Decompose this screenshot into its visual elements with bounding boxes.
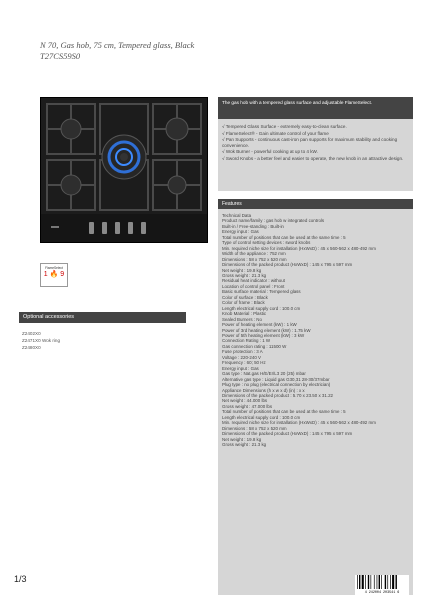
spec-line: Type of control setting devices : sword knobs — [222, 240, 311, 246]
spec-line: Energy input : Gas — [222, 229, 259, 235]
spec-line: Fuse protection : 3 A — [222, 349, 263, 355]
features-heading: Features — [218, 199, 413, 209]
barcode-bar — [392, 575, 394, 589]
flame-select-label: FlameSelect — [45, 266, 63, 270]
accessory-code: Z2480X0 — [22, 345, 41, 350]
spec-line: Min. required niche size for installation (HxWxD) : 45 x 560-562 x 480-492 mm — [222, 245, 376, 251]
accessory-code: Z2402X0 — [22, 331, 41, 336]
barcode — [355, 575, 409, 595]
spec-list — [218, 209, 413, 595]
spec-line: Power of heating element (kW) : 1 kW — [222, 322, 297, 328]
spec-line: Dimensions of the packed product : 5.70 x 23.50 x 31.22 — [222, 392, 334, 398]
barcode-bar — [377, 575, 378, 589]
spec-line: Appliance Dimensions (h x w x d) (in) : x x — [222, 387, 305, 393]
spec-line: Length electrical supply cord : 100.0 cm — [222, 414, 301, 420]
spec-line: Net weight : 19.8 kg — [222, 267, 262, 273]
feature-bullet: √ Wok Burner - powerful cooking at up to 4 kW. — [222, 149, 318, 155]
spec-line: Length electrical supply cord : 100.0 cm — [222, 305, 301, 311]
spec-line: Dimensions : 58 x 752 x 520 mm — [222, 256, 287, 262]
page-number: 1/3 — [14, 574, 27, 584]
spec-line: Total number of positions that can be used at the same time : 5 — [222, 234, 346, 240]
barcode-bar — [396, 575, 397, 589]
accessory-item — [22, 344, 60, 351]
spec-line: Voltage : 220-240 V — [222, 354, 261, 360]
spec-line: Energy input : Gas — [222, 365, 259, 371]
barcode-bar — [381, 575, 382, 589]
spec-line: Gross weight : 21.3 kg — [222, 442, 267, 448]
spec-line: Location of control panel : Front — [222, 283, 285, 289]
barcode-bar — [362, 575, 364, 589]
flame-select-badge — [40, 263, 68, 287]
spec-line: Power of 3rd heating element (kW) : 1.75 kW — [222, 327, 311, 333]
accessory-code: Z2471X0 — [22, 338, 41, 343]
product-title — [40, 40, 260, 62]
spec-line: Width of the appliance : 752 mm — [222, 251, 286, 257]
summary-features — [218, 119, 413, 191]
barcode-bar — [368, 575, 369, 589]
spec-line: Color of surface : Black — [222, 294, 268, 300]
accessories-heading: Optional accessories — [19, 312, 186, 323]
spec-line: Dimensions of the packed product (HxWxD) : 145 x 795 x 597 mm — [222, 431, 353, 437]
spec-line: Dimensions : 58 x 752 x 520 mm — [222, 425, 287, 431]
accessory-item — [22, 330, 60, 337]
spec-line: Min. required niche size for installation (HxWxD) : 45 x 560-562 x 480-492 mm — [222, 420, 376, 426]
spec-line: Knob Material : Plastic — [222, 311, 267, 317]
barcode-number: 4 242004 203541 6 — [364, 591, 400, 595]
spec-line: Technical Data — [222, 213, 252, 218]
spec-line: Product name/family : gas hob w integrated controls — [222, 218, 325, 224]
spec-line: Built-in / Free-standing : Built-in — [222, 223, 284, 229]
flame-select-icon: 1 🔥 9 — [43, 271, 65, 278]
spec-line: Net weight : 44.000 lbs — [222, 398, 268, 404]
spec-line: Gross weight : 47.000 lbs — [222, 403, 273, 409]
spec-line: Residual heat indicator : without — [222, 278, 285, 284]
barcode-bar — [387, 575, 388, 589]
barcode-bar — [374, 575, 375, 589]
feature-bullet: √ FlameSelect® - Gain ultimate control of your flame — [222, 130, 329, 136]
product-title-line: N 70, Gas hob, 75 cm, Tempered glass, Black — [40, 40, 195, 50]
spec-line: Sealed Burners : No — [222, 316, 262, 322]
accessory-item — [22, 337, 60, 344]
spec-line: Gross weight : 21.3 kg — [222, 272, 267, 278]
accessories-list — [22, 330, 60, 351]
spec-line: Basic surface material : Tempered glass — [222, 289, 301, 295]
spec-line: Frequency : 60; 50 Hz — [222, 360, 266, 366]
hob-product-image — [40, 97, 208, 243]
barcode-bar — [359, 575, 360, 589]
spec-line: Gas type : Nat.gas H/E/Er/L3 20 (25) mbar — [222, 371, 306, 377]
barcode-bars — [355, 575, 409, 591]
barcode-bar — [379, 575, 380, 589]
feature-bullet: √ Pan Supports - continuous cast-iron pan supports for maximum stability and cooking convenience. — [222, 137, 398, 148]
spec-line: Gas connection rating : 11500 W — [222, 343, 287, 349]
spec-line: Connection Rating : 1 W — [222, 338, 271, 344]
spec-line: Dimensions of the packed product (HxWxD) : 145 x 795 x 597 mm — [222, 262, 353, 268]
barcode-bar — [385, 575, 386, 589]
barcode-bar — [365, 575, 366, 589]
product-model: T27CS59S0 — [40, 51, 81, 61]
spec-line: Color of frame : Black — [222, 300, 265, 306]
spec-line: Plug type : no plug (electrical connection by electrician) — [222, 382, 331, 388]
hob-illustration — [41, 98, 207, 242]
feature-bullet: √ Sword Knobs - a better feel and easier to operate, the new knob in an attractive design. — [222, 155, 404, 161]
barcode-bar — [371, 575, 372, 589]
summary-heading: The gas hob with a tempered glass surface and adjustable FlameSelect. — [218, 97, 413, 119]
spec-line: Alternative gas type : Liquid gas G30,31 28-30/37mbar — [222, 376, 330, 382]
spec-line: Power of 5th heating element (kW) : 3 kW — [222, 332, 305, 338]
accessory-desc: Wok ring — [42, 338, 61, 343]
feature-bullet: √ Tempered Glass Surface - extremely easy-to-clean surface. — [222, 124, 347, 129]
spec-line: Total number of positions that can be used at the same time : 5 — [222, 409, 346, 415]
barcode-bar — [357, 575, 358, 589]
spec-line: Net weight : 19.8 kg — [222, 436, 262, 442]
barcode-bar — [390, 575, 391, 589]
